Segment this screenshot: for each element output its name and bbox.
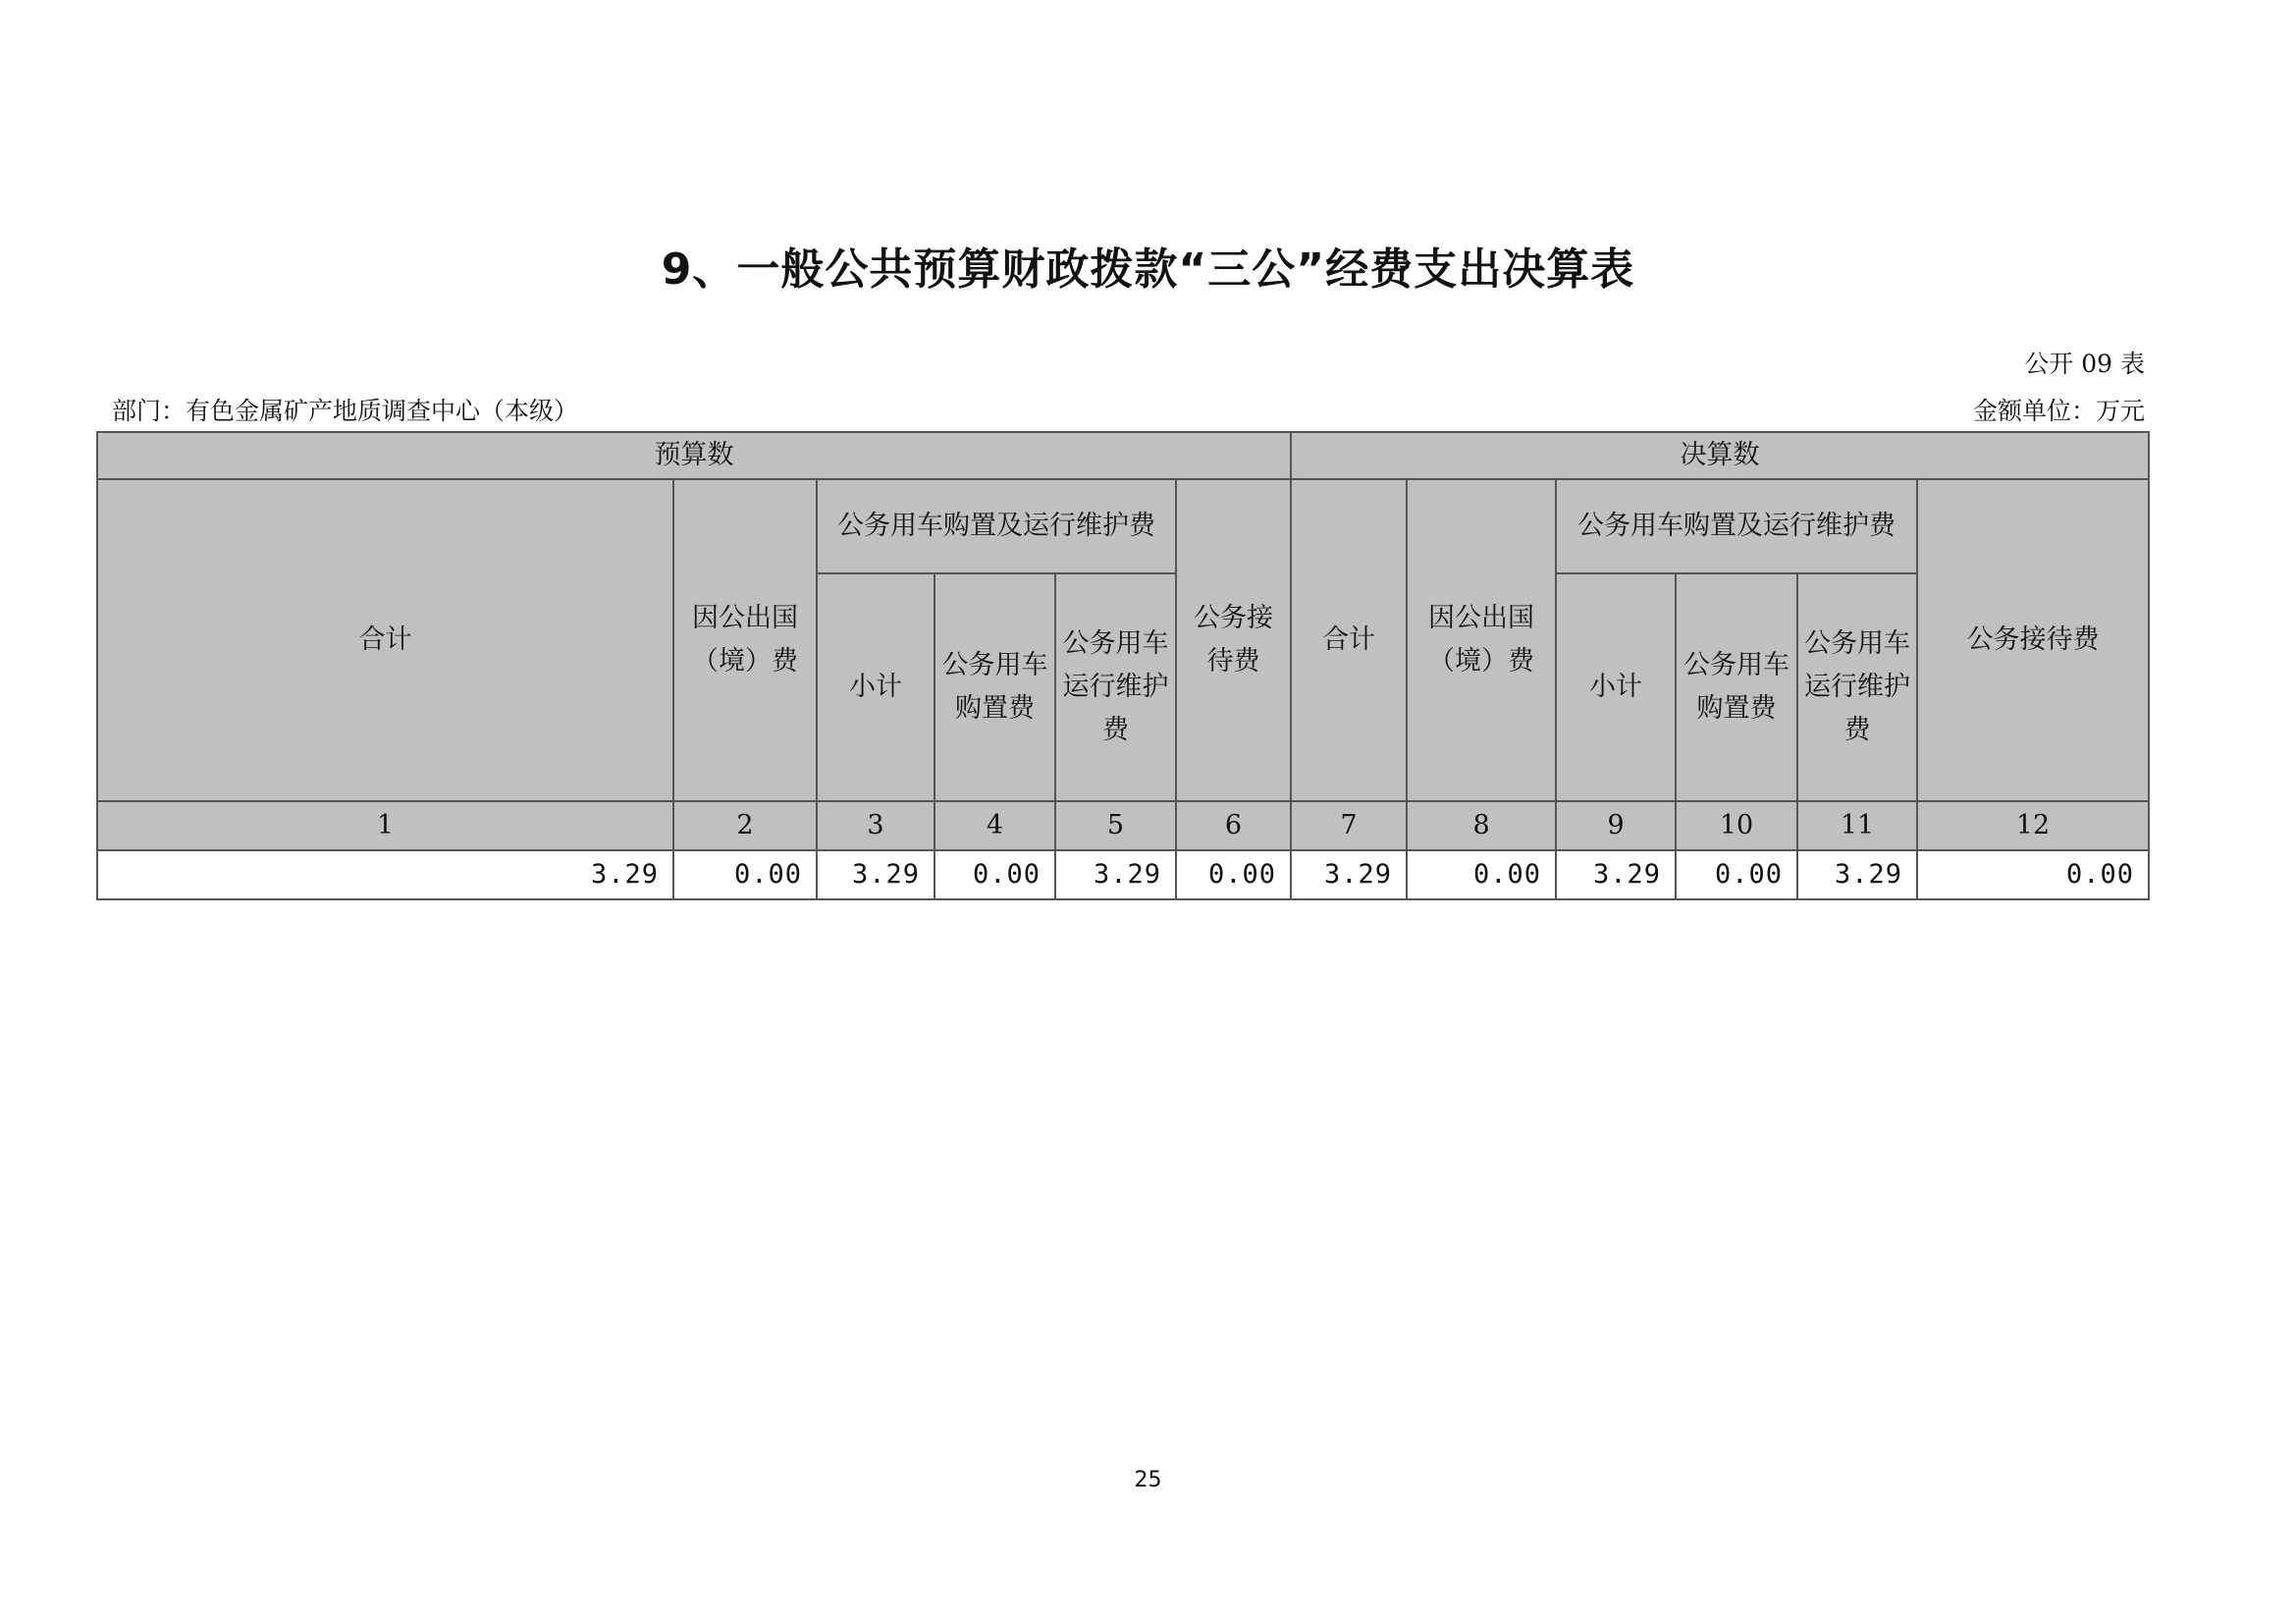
col-number: 11 bbox=[1797, 801, 1917, 850]
value-cell: 0.00 bbox=[1176, 850, 1291, 899]
budget-maintenance-header: 公务用车运行维护费 bbox=[1055, 573, 1176, 801]
three-public-expenses-table bbox=[96, 431, 2150, 900]
col-number: 6 bbox=[1176, 801, 1291, 850]
value-cell: 0.00 bbox=[673, 850, 817, 899]
col-number: 9 bbox=[1556, 801, 1676, 850]
final-vehicle-group-header: 公务用车购置及运行维护费 bbox=[1556, 479, 1917, 573]
unit-label: 金额单位：万元 bbox=[1972, 397, 2145, 425]
budget-reception-header: 公务接待费 bbox=[1176, 479, 1291, 801]
page-title: 9、一般公共预算财政拨款“三公”经费支出决算表 bbox=[661, 244, 1635, 295]
budget-abroad-header: 因公出国（境）费 bbox=[673, 479, 817, 801]
col-number: 7 bbox=[1291, 801, 1407, 850]
budget-header: 预算数 bbox=[97, 432, 1291, 479]
final-total-header: 合计 bbox=[1291, 479, 1407, 801]
value-cell: 3.29 bbox=[1556, 850, 1676, 899]
value-cell: 0.00 bbox=[1676, 850, 1797, 899]
final-subtotal-header: 小计 bbox=[1556, 573, 1676, 801]
col-number: 5 bbox=[1055, 801, 1176, 850]
col-number: 4 bbox=[934, 801, 1055, 850]
col-number: 8 bbox=[1407, 801, 1556, 850]
col-number: 1 bbox=[97, 801, 673, 850]
budget-total-header: 合计 bbox=[97, 479, 673, 801]
value-cell: 0.00 bbox=[1407, 850, 1556, 899]
value-cell: 3.29 bbox=[1291, 850, 1407, 899]
value-cell: 3.29 bbox=[97, 850, 673, 899]
budget-subtotal-header: 小计 bbox=[817, 573, 934, 801]
col-number: 2 bbox=[673, 801, 817, 850]
col-number: 3 bbox=[817, 801, 934, 850]
final-header: 决算数 bbox=[1291, 432, 2149, 479]
col-number: 10 bbox=[1676, 801, 1797, 850]
final-purchase-header: 公务用车购置费 bbox=[1676, 573, 1797, 801]
form-number: 公开 09 表 bbox=[2024, 350, 2145, 378]
final-maintenance-header: 公务用车运行维护费 bbox=[1797, 573, 1917, 801]
column-number-row bbox=[97, 801, 2149, 850]
group-header-row bbox=[97, 432, 2149, 479]
value-cell: 0.00 bbox=[934, 850, 1055, 899]
column-header-row bbox=[97, 479, 2149, 573]
value-cell: 3.29 bbox=[1797, 850, 1917, 899]
budget-purchase-header: 公务用车购置费 bbox=[934, 573, 1055, 801]
value-cell: 3.29 bbox=[1055, 850, 1176, 899]
final-abroad-header: 因公出国（境）费 bbox=[1407, 479, 1556, 801]
col-number: 12 bbox=[1917, 801, 2149, 850]
final-reception-header: 公务接待费 bbox=[1917, 479, 2149, 801]
budget-vehicle-group-header: 公务用车购置及运行维护费 bbox=[817, 479, 1176, 573]
data-row bbox=[97, 850, 2149, 899]
value-cell: 0.00 bbox=[1917, 850, 2149, 899]
page-number: 25 bbox=[1134, 1468, 1162, 1492]
value-cell: 3.29 bbox=[817, 850, 934, 899]
department-label: 部门：有色金属矿产地质调查中心（本级） bbox=[112, 397, 579, 425]
